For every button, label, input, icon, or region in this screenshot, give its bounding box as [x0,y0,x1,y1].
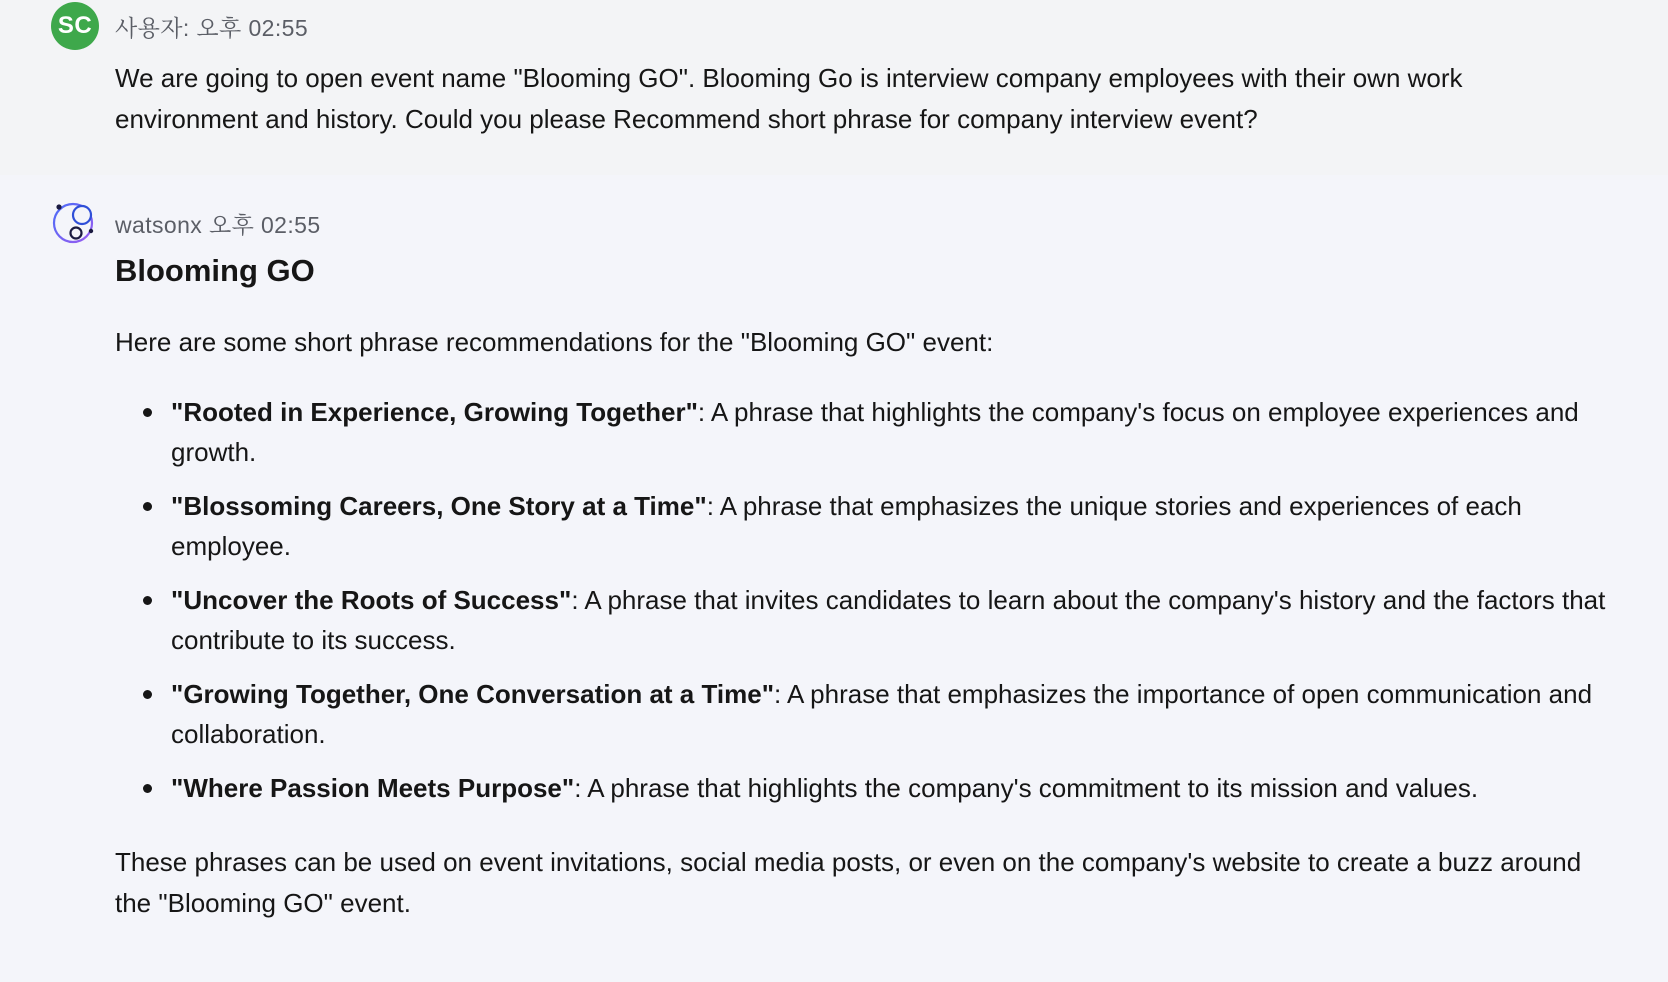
bot-message-content [115,251,1608,924]
phrase-title: "Uncover the Roots of Success" [171,585,572,615]
phrase-list [115,392,1608,808]
phrase-title: "Blossoming Careers, One Story at a Time" [171,491,707,521]
phrase-description: : A phrase that highlights the company's commitment to its mission and values. [574,773,1479,803]
bot-message-meta: watsonx 오후 02:55 [115,212,321,238]
bullet-icon [143,408,152,417]
bullet-icon [143,690,152,699]
user-message-text[interactable]: We are going to open event name "Blooming GO". Blooming Go is interview company employees with their own work environment and history. Could you please Recommend short phrase for company interview event? [115,63,1463,134]
bot-message [0,175,1668,982]
bot-heading: Blooming GO [115,253,315,288]
user-message-meta: 사용자: 오후 02:55 [115,15,309,41]
list-item [171,768,1608,808]
bot-intro: Here are some short phrase recommendations for the "Blooming GO" event: [115,327,994,357]
phrase-title: "Growing Together, One Conversation at a Time" [171,679,775,709]
bot-outro: These phrases can be used on event invitations, social media posts, or even on the company's website to create a buzz around the "Blooming GO" event. [115,847,1582,918]
list-item [171,392,1608,472]
phrase-description: : A phrase that invites candidates to learn about the company's history and the factors that contribute to its success. [171,585,1606,655]
phrase-description: : A phrase that highlights the company's focus on employee experiences and growth. [171,397,1579,467]
bullet-icon [143,596,152,605]
list-item [171,674,1608,754]
phrase-title: "Where Passion Meets Purpose" [171,773,575,803]
phrase-title: "Rooted in Experience, Growing Together" [171,397,698,427]
user-message [0,0,1668,175]
phrase-description: : A phrase that emphasizes the unique stories and experiences of each employee. [171,491,1522,561]
phrase-description: : A phrase that emphasizes the importance of open communication and collaboration. [171,679,1593,749]
bullet-icon [143,502,152,511]
bullet-icon [143,784,152,793]
watsonx-logo-icon [51,199,99,247]
user-avatar: SC [51,2,99,50]
list-item [171,486,1608,566]
list-item [171,580,1608,660]
